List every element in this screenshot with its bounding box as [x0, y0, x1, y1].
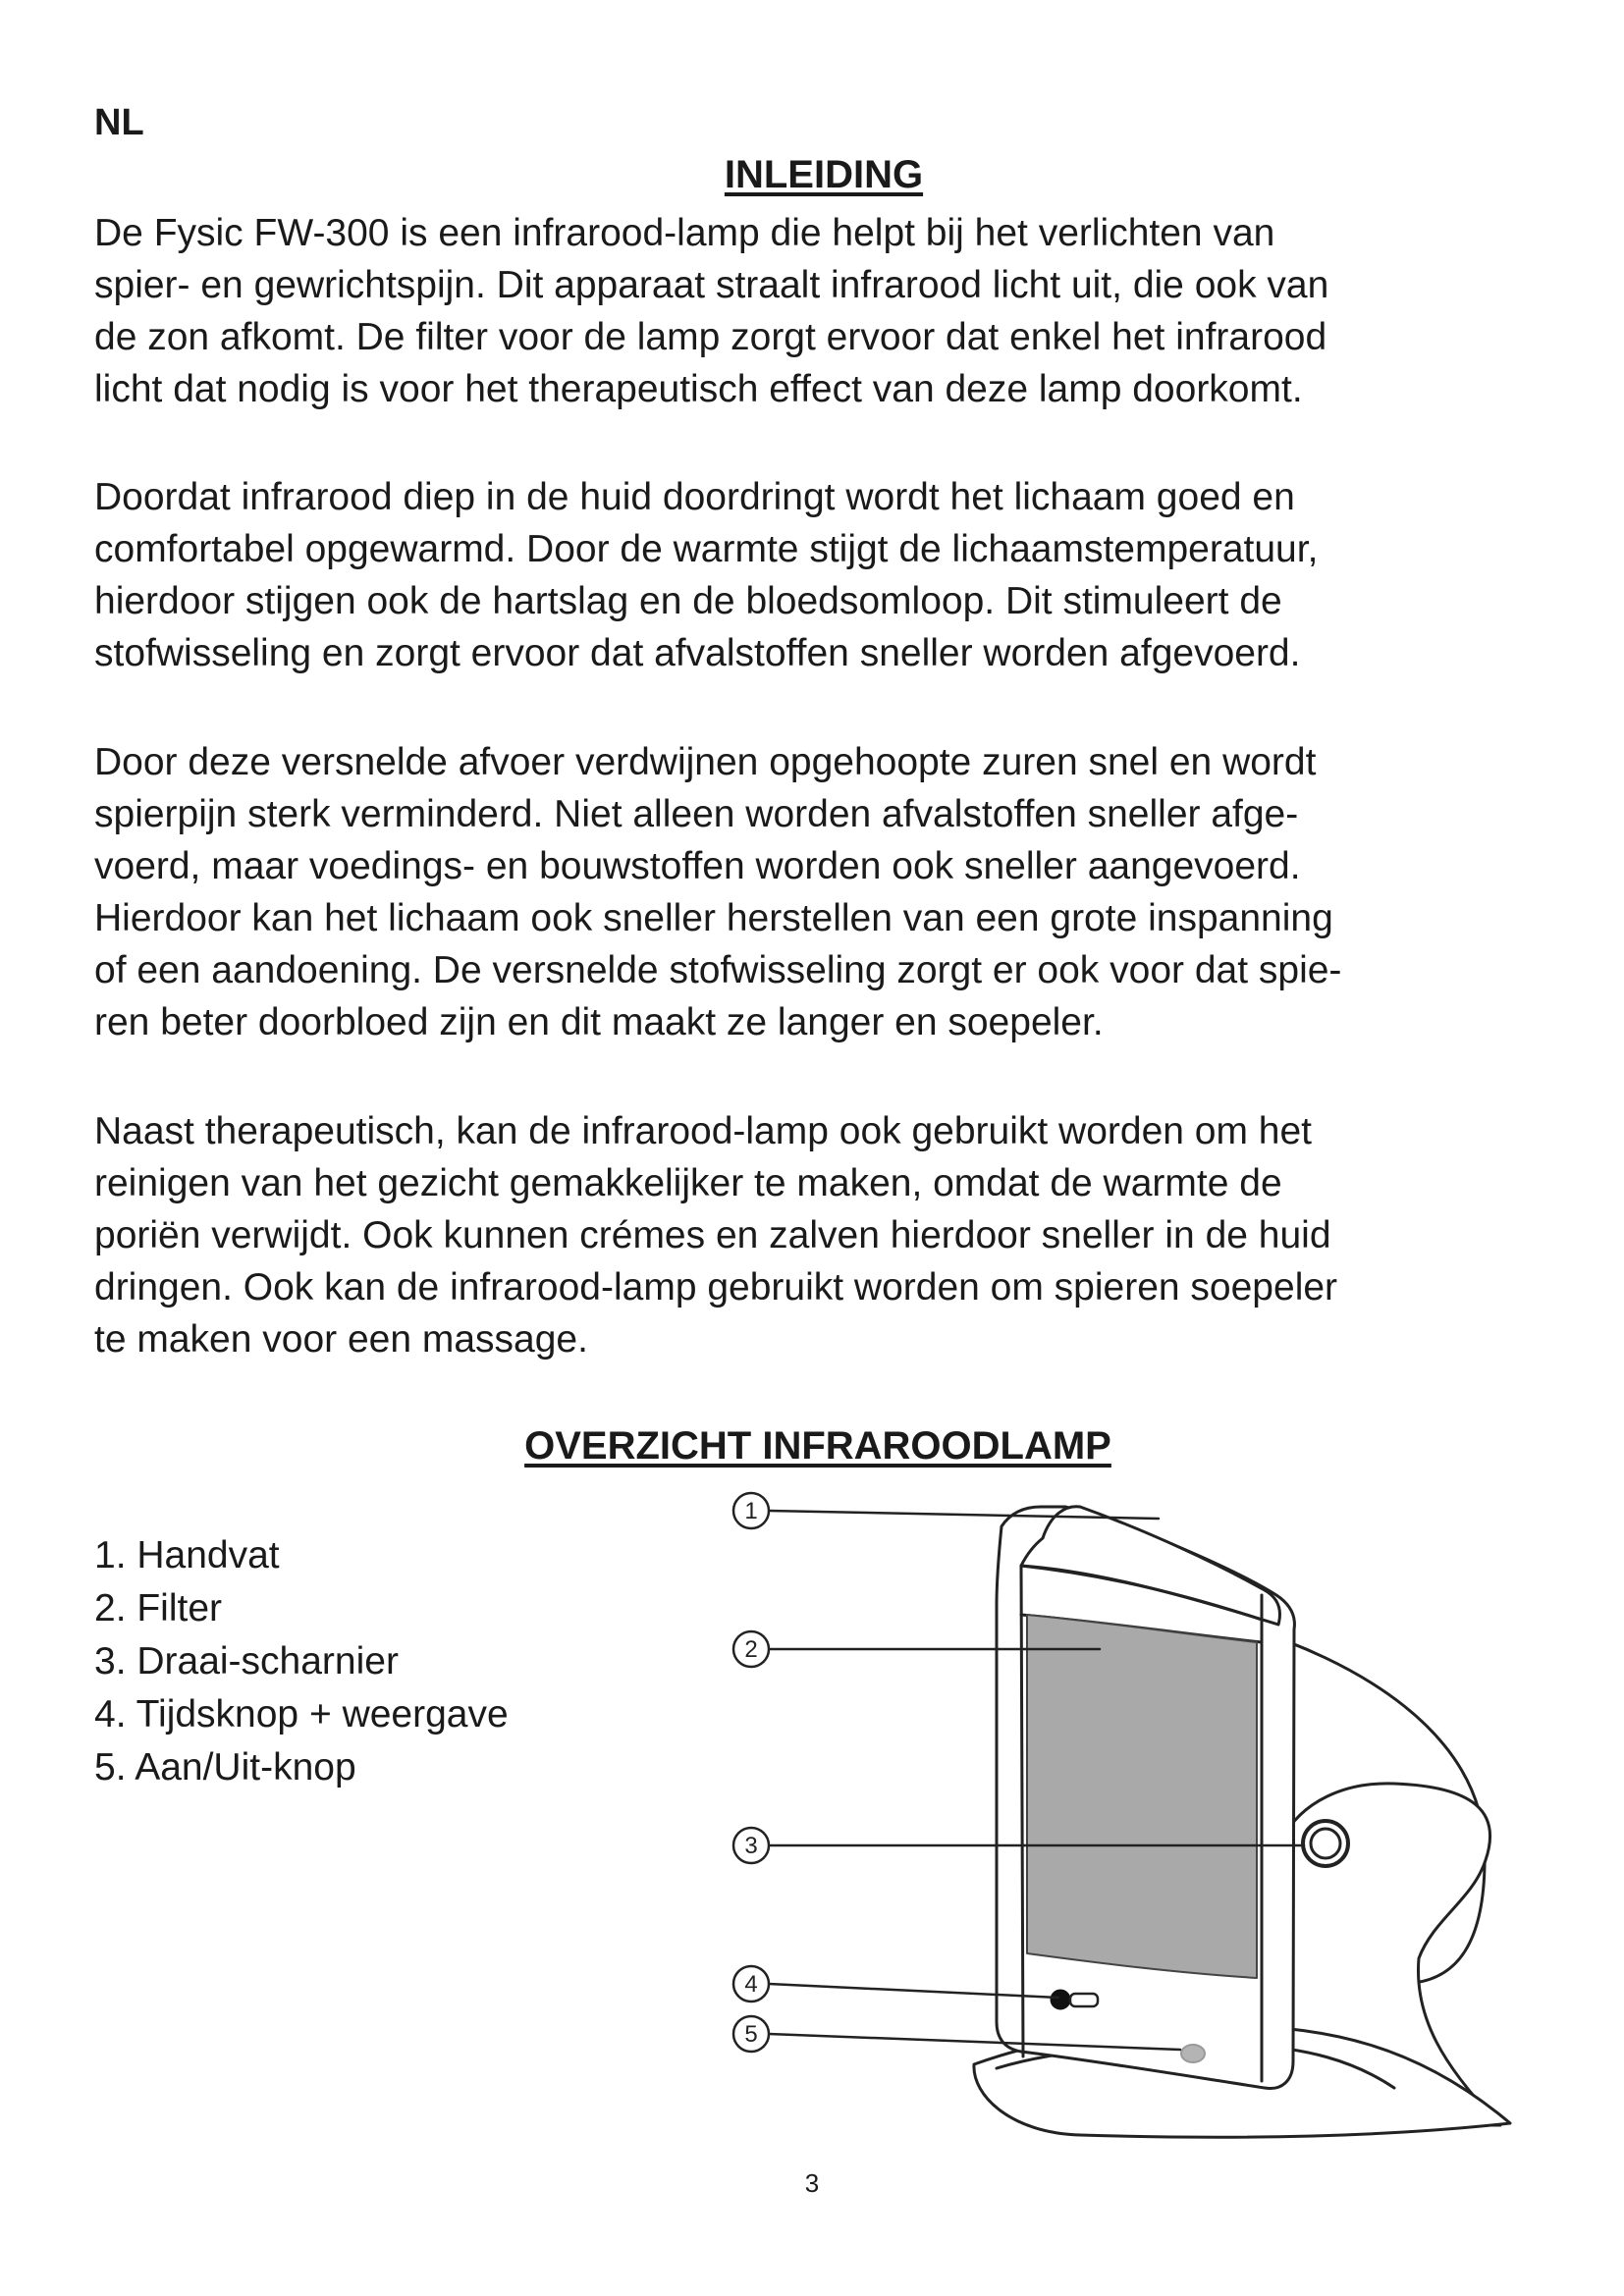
- infrared-lamp-diagram: [727, 1487, 1542, 2174]
- intro-paragraph-1: [94, 207, 1547, 415]
- text-line: poriën verwijdt. Ook kunnen crémes en zalven hierdoor sneller in de huid: [94, 1214, 1331, 1256]
- intro-paragraph-4: [94, 1105, 1547, 1365]
- part-item-handvat: 1. Handvat: [94, 1534, 280, 1576]
- text-line: ren beter doorbloed zijn en dit maakt ze langer en soepeler.: [94, 1001, 1104, 1043]
- text-line: dringen. Ook kan de infrarood-lamp gebruikt worden om spieren soepeler: [94, 1266, 1338, 1308]
- callout-number-4: 4: [744, 1971, 758, 1998]
- callout-number-3: 3: [744, 1833, 758, 1859]
- text-line: Doordat infrarood diep in de huid doordringt wordt het lichaam goed en: [94, 476, 1295, 518]
- power-button: [1181, 2045, 1205, 2062]
- text-line: licht dat nodig is voor het therapeutisch effect van deze lamp doorkomt.: [94, 368, 1303, 410]
- part-item-aan-uit-knop: 5. Aan/Uit-knop: [94, 1746, 356, 1789]
- text-line: stofwisseling en zorgt ervoor dat afvalstoffen sneller worden afgevoerd.: [94, 632, 1301, 674]
- intro-paragraph-2: [94, 471, 1547, 679]
- timer-display: [1070, 1994, 1098, 2006]
- text-line: Naast therapeutisch, kan de infrarood-lamp ook gebruikt worden om het: [94, 1110, 1313, 1152]
- text-line: de zon afkomt. De filter voor de lamp zorgt ervoor dat enkel het infrarood: [94, 316, 1327, 358]
- text-line: spier- en gewrichtspijn. Dit apparaat straalt infrarood licht uit, die ook van: [94, 264, 1329, 306]
- text-line: voerd, maar voedings- en bouwstoffen worden ook sneller aangevoerd.: [94, 845, 1301, 887]
- callout-number-5: 5: [744, 2021, 758, 2048]
- intro-paragraph-3: [94, 736, 1547, 1048]
- text-line: reinigen van het gezicht gemakkelijker te maken, omdat de warmte de: [94, 1162, 1282, 1204]
- part-item-draai-scharnier: 3. Draai-scharnier: [94, 1640, 399, 1682]
- language-label: NL: [94, 102, 144, 143]
- text-line: hierdoor stijgen ook de hartslag en de bloedsomloop. Dit stimuleert de: [94, 580, 1282, 622]
- text-line: Door deze versnelde afvoer verdwijnen opgehoopte zuren snel en wordt: [94, 741, 1317, 783]
- text-line: spierpijn sterk verminderd. Niet alleen worden afvalstoffen sneller afge-: [94, 793, 1299, 835]
- timer-knob: [1052, 1991, 1069, 2008]
- part-item-tijdsknop: 4. Tijdsknop + weergave: [94, 1693, 509, 1735]
- callout-number-2: 2: [744, 1636, 758, 1663]
- parts-list: [94, 1529, 509, 1794]
- swivel-hinge-inner: [1311, 1829, 1340, 1858]
- intro-heading: INLEIDING: [724, 153, 924, 196]
- text-line: Hierdoor kan het lichaam ook sneller herstellen van een grote inspanning: [94, 897, 1333, 939]
- filter: [1027, 1615, 1257, 1978]
- text-line: De Fysic FW-300 is een infrarood-lamp die helpt bij het verlichten van: [94, 212, 1275, 254]
- overview-heading: OVERZICHT INFRAROODLAMP: [524, 1424, 1111, 1468]
- text-line: te maken voor een massage.: [94, 1318, 588, 1361]
- part-item-filter: 2. Filter: [94, 1587, 223, 1629]
- text-line: of een aandoening. De versnelde stofwisseling zorgt er ook voor dat spie-: [94, 949, 1342, 991]
- page-number: 3: [804, 2168, 820, 2198]
- text-line: comfortabel opgewarmd. Door de warmte stijgt de lichaamstemperatuur,: [94, 528, 1319, 570]
- callout-number-1: 1: [744, 1498, 758, 1524]
